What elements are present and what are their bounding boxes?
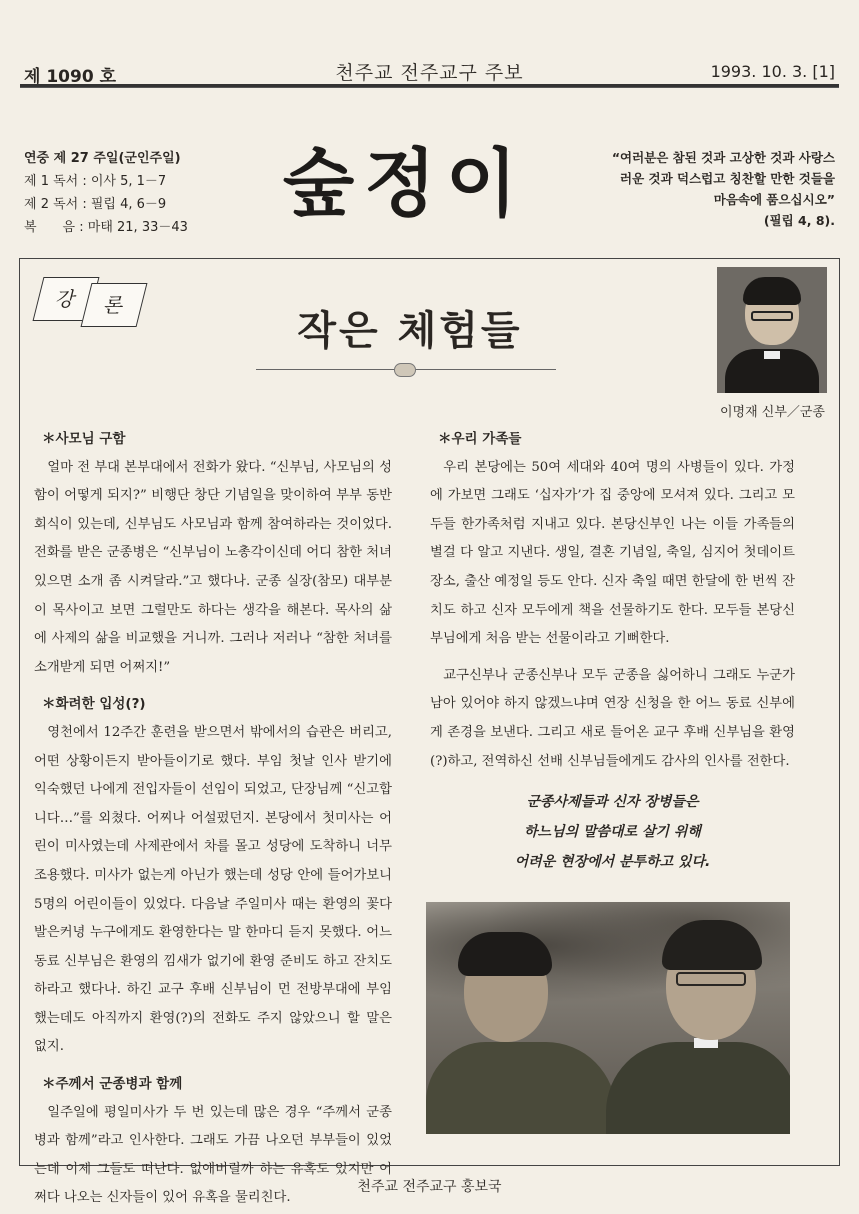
publication-name: 천주교 전주교구 주보 [335,62,524,84]
header-rule [20,84,839,88]
second-reading: 제 2 독서 : 필립 4, 6－9 [24,197,167,212]
issue-number: 제 1090 호 [24,67,116,87]
portrait-collar [764,351,780,359]
author-portrait [717,267,827,393]
photo-chaplain-glasses [676,972,746,986]
headline-ornament [256,363,556,377]
section-paragraph: 우리 본당에는 50여 세대와 40여 명의 사병들이 있다. 가정에 가보면 그래도 ‘십자가’가 집 중앙에 모셔져 있다. 그리고 모두들 한가족처럼 지내고 있다. 본당신부인 나는 이들 가족들의 별걸 다 알고 지낸다. 생일, 결혼 기념일, 축일, 심지어 첫데이트 장소, 출산 예정일 등도 안다. 신자 축일 때면 한달에 한 번씩 잔치도 하고 신자 모두에게 책을 선물하기도 한다. 모두들 본당신부님에게 처음 받는 선물이라고 기뻐한다. [430,459,795,647]
section-heading: ＊우리 가족들 [438,431,522,447]
soldiers-photo [426,902,790,1134]
masthead [20,95,839,245]
sunday-title: 연중 제 27 주일(군인주일) [24,151,181,166]
article-headline: 작은 체험들 [297,308,523,354]
section-paragraph: 영천에서 12주간 훈련을 받으면서 밖에서의 습관은 버리고, 어떤 상황이든지 받아들이기로 했다. 부임 첫날 인사 받기에 익숙했던 나에게 전입자들이 선임이 되었고, 단장님께 “신고합니다…”를 외쳤다. 어찌나 어설펐던지. 본당에서 첫미사는 어린이 미사였는데 사제관에서 차를 몰고 성당에 도착하니 너무 조용했다. 미사가 없는게 아닌가 했는데 성당 안에 들어가보니 5명의 어린이들이 있었다. 다음날 주일미사 때는 환영의 꽃다발은커녕 누구에게도 환영한다는 말 한마디 듣지 못했다. 어느 동료 신부님은 환영의 낌새가 없기에 환영 준비도 하고 잔치도 하라고 했다나. 하긴 교구 후배 신부님이 먼 전방부대에 부임했는데도 아직까지 환영(?)의 전화도 주지 않았으니 할 말은 없지. [34,724,392,1055]
right-column [430,425,795,784]
photo-chaplain-body [606,1042,790,1134]
motto-source: (필립 4, 8). [763,213,835,228]
category-badge-char-2: 론 [81,283,148,327]
issue-date: 1993. 10. 3. [1] [710,62,835,81]
gospel-reading: 복 음 : 마태 21, 33－43 [24,220,188,235]
portrait-glasses [751,311,793,321]
footer-credit: 천주교 전주교구 홍보국 [357,1179,502,1195]
motto [605,147,835,231]
first-reading: 제 1 독서 : 이사 5, 1－7 [24,174,167,189]
section-heading: ＊사모님 구함 [42,431,126,447]
section-heading: ＊주께서 군종병과 함께 [42,1076,183,1093]
author-byline: 이명재 신부／군종 [719,405,825,420]
category-badge [32,271,152,327]
category-badge-char-1: 강 [33,277,100,321]
section-heading: ＊화려한 입성(?) [42,696,146,713]
photo-soldier-body [426,1042,616,1134]
pull-quote-line: 어려운 현장에서 분투하고 있다. [514,854,711,870]
section-paragraph: 교구신부나 군종신부나 모두 군종을 싫어하니 그래도 누군가 남아 있어야 하지 않겠느냐며 연장 신청을 한 어느 동료 신부에게 존경을 보낸다. 그리고 새로 들어온 교구 후배 신부님을 환영(?)하고, 전역하신 선배 신부님들에게도 감사의 인사를 전한다. [430,667,795,769]
left-column [34,425,392,1214]
pull-quote [440,787,785,877]
photo-soldier-hair [458,932,552,976]
section-paragraph: 얼마 전 부대 본부대에서 전화가 왔다. “신부님, 사모님의 성함이 어떻게 되지?” 비행단 창단 기념일을 맞이하여 부부 동반 회식이 있는데, 신부님도 사모님과 함께 참여하라는 것이었다. 전화를 받은 군종병은 “신부님이 노총각이신데 어디 참한 처녀 있으면 소개 좀 시켜달라.”고 했다나. 군종 실장(참모) 대부분이 목사이고 보면 그럴만도 하다는 생각을 해본다. 목사의 삶에 사제의 삶을 비교했을 거니까. 그러나 저러나 “참한 처녀를 소개받게 되면 어쩌지!” [34,459,392,675]
newsletter-logo: 숲정이 [282,141,528,227]
readings-block [24,147,188,239]
pull-quote-line: 하느님의 말씀대로 살기 위해 [524,824,701,840]
portrait-hair [743,277,801,305]
motto-text: “여러분은 참된 것과 고상한 것과 사랑스러운 것과 덕스럽고 칭찬할 만한 것들을 마음속에 품으십시오” [611,150,835,207]
header-bar [20,52,839,87]
ornament-knot [394,363,416,377]
pull-quote-line: 군종사제들과 신자 장병들은 [526,794,699,810]
section-paragraph: 일주일에 평일미사가 두 번 있는데 많은 경우 “주께서 군종병과 함께”라고 인사한다. 그래도 가끔 나오던 부부들이 있었는데 이제 그들도 떠난다. 없애버릴까 하는 유혹도 있지만 어쩌다 나오는 신자들이 있어 유혹을 물리친다. [34,1104,392,1206]
